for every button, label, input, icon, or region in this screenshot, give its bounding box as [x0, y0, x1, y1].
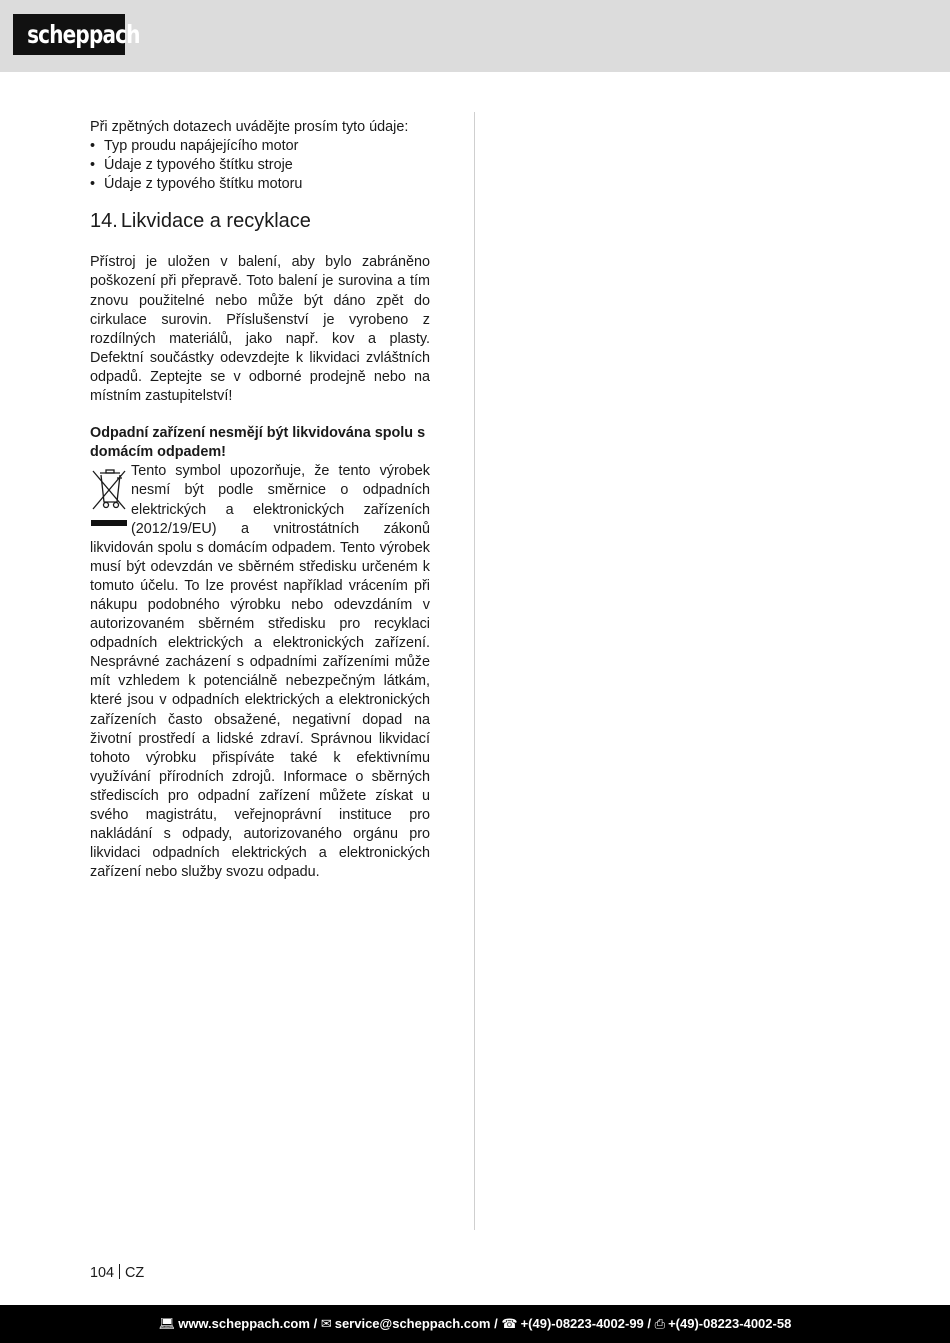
- packaging-paragraph: Přístroj je uložen v balení, aby bylo zabráněno poškození při přepravě. Toto balení je surovina a tím znovu použitelné nebo může být dáno zpět do cirkulace surovin. Příslušenství je vyrobeno z rozdílných materiálů, jako např. kov a plasty. Defektní součástky odevzdejte k likvidaci zvláštních odpadů. Zeptejte se v odborné prodejně nebo na místním zastupitelství!: [90, 254, 430, 405]
- list-item: • Údaje z typového štítku stroje: [90, 156, 430, 175]
- section-heading: [90, 208, 430, 234]
- footer-separator: /: [313, 1316, 318, 1331]
- column-divider: [474, 112, 475, 1230]
- footer-email-link[interactable]: service@scheppach.com: [334, 1316, 491, 1331]
- telephone-icon: ☎︎: [501, 1316, 518, 1331]
- laptop-icon: 💻︎: [158, 1316, 176, 1331]
- info-list: [90, 137, 430, 194]
- list-item: • Údaje z typového štítku motoru: [90, 175, 430, 194]
- footer-separator: /: [647, 1316, 652, 1331]
- crossed-out-wheelie-bin-icon: [90, 464, 128, 528]
- page-number-separator: [119, 1264, 120, 1279]
- page-footer: [0, 1305, 950, 1343]
- envelope-icon: ✉︎: [320, 1316, 332, 1331]
- section-number: 14.: [90, 210, 118, 233]
- footer-separator: /: [494, 1316, 498, 1331]
- page-number: [90, 1264, 144, 1283]
- fax-icon: ⎙: [654, 1316, 666, 1331]
- footer-fax: +(49)-08223-4002-58: [668, 1316, 792, 1331]
- page-number-value: 104: [90, 1265, 115, 1281]
- language-code: CZ: [125, 1265, 145, 1281]
- page-header: [0, 0, 950, 72]
- warning-text: Odpadní zařízení nesmějí být likvidována spolu s domácím odpadem!: [90, 425, 426, 461]
- footer-phone: +(49)-08223-4002-99: [520, 1316, 644, 1331]
- footer-web-link[interactable]: www.scheppach.com: [178, 1316, 310, 1331]
- weee-paragraph: Tento symbol upozorňuje, že tento výrobek nesmí být podle směrnice o odpadních elektrických a elektronických zařízeních (2012/19/EU) a vnitrostátních zákonů likvidován spolu s domácím odpadem. Tento výrobek musí být odevzdán ve sběrném středisku určeném k tomuto účelu. To lze provést například vrácením při nákupu podobného výrobku nebo odevzdáním v autorizovaném sběrném středisku pro recyklaci odpadních elektrických a elektronických zařízení. Nesprávné zacházení s odpadními zařízeními může mít vzhledem k potenciálně nebezpečným látkám, které jsou v odpadních elektrických a elektronických zařízeních často obsažené, negativní dopad na životní prostředí a lidské zdraví. Správnou likvidací tohoto výrobku přispíváte také k efektivnímu využívání přírodních zdrojů. Informace o sběrných střediscích pro odpadní zařízení můžete získat u svého magistrátu, veřejnoprávní instituce pro nakládání s odpady, autorizovaného orgánu pro likvidaci odpadních elektrických a elektronických zařízení nebo služby svozu odpadu.: [90, 463, 430, 881]
- intro-text: Při zpětných dotazech uvádějte prosím tyto údaje:: [90, 119, 409, 135]
- main-column: [90, 118, 430, 882]
- list-item: • Typ proudu napájejícího motor: [90, 137, 430, 156]
- scheppach-logo: scheppach: [13, 14, 125, 55]
- section-title: Likvidace a recyklace: [120, 210, 311, 233]
